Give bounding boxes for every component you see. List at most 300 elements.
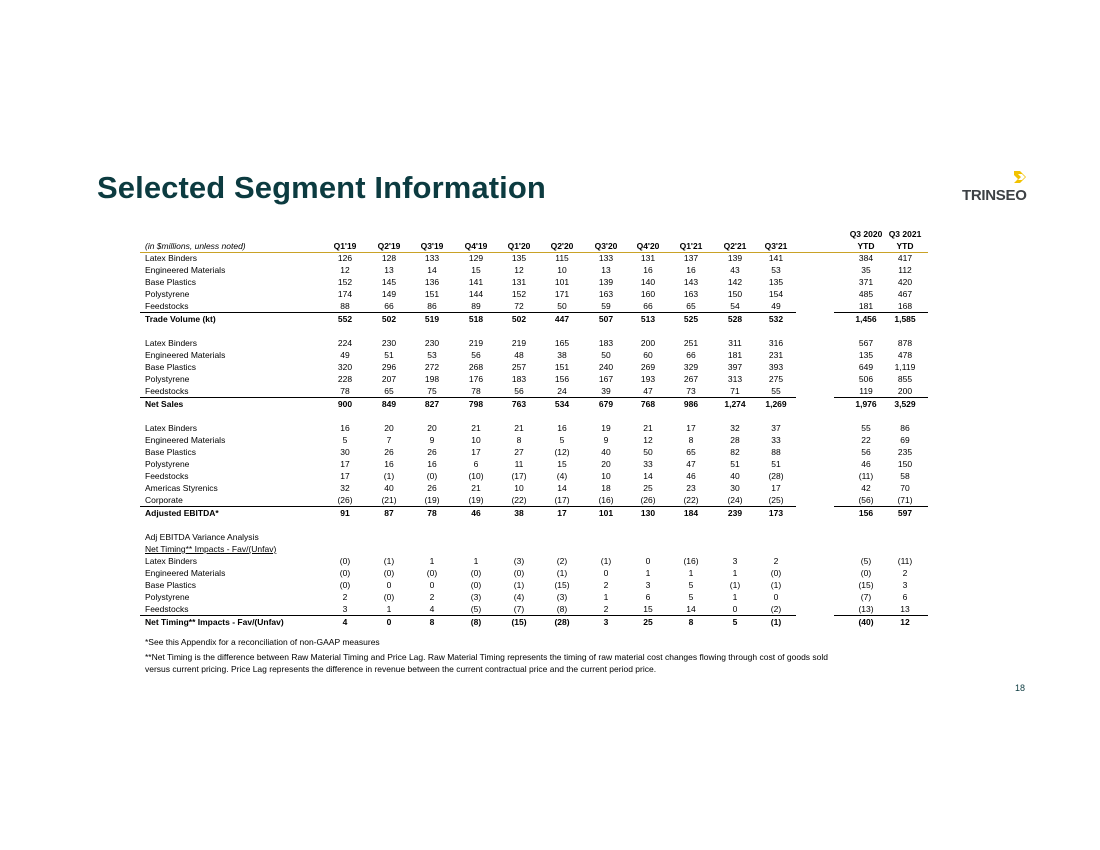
table-cell: (19)	[468, 495, 484, 505]
row-label: Latex Binders	[145, 556, 197, 566]
column-header: Q3'21	[764, 241, 788, 251]
table-cell-ytd: 235	[897, 447, 913, 457]
table-cell-ytd: 69	[900, 435, 910, 445]
table-cell: 141	[468, 277, 484, 287]
table-cell: 139	[598, 277, 614, 287]
table-cell: (0)	[470, 568, 482, 578]
table-cell: 16	[427, 459, 437, 469]
total-cell-ytd: 1,976	[855, 399, 877, 409]
table-cell-ytd: 420	[897, 277, 913, 287]
table-cell: 128	[381, 253, 397, 263]
table-cell-ytd: 478	[897, 350, 913, 360]
table-cell: (26)	[337, 495, 353, 505]
table-cell: (3)	[513, 556, 525, 566]
table-cell: 21	[643, 423, 653, 433]
table-cell: 131	[511, 277, 527, 287]
row-label: Engineered Materials	[145, 350, 226, 360]
table-cell: (5)	[470, 604, 482, 614]
table-cell-ytd: 150	[897, 459, 913, 469]
footnote: **Net Timing is the difference between Raw Material Timing and Price Lag. Raw Material Timing represents the timing of raw material cost changes flowing through cost of goods sold	[145, 652, 829, 662]
table-cell: 13	[384, 265, 394, 275]
table-cell: 231	[768, 350, 784, 360]
table-cell: 144	[468, 289, 484, 299]
table-cell: 17	[771, 483, 781, 493]
table-cell-ytd: 371	[858, 277, 874, 287]
table-cell: 37	[771, 423, 781, 433]
table-cell-ytd: 200	[897, 386, 913, 396]
table-cell: 86	[427, 301, 437, 311]
table-cell-ytd: 56	[861, 447, 871, 457]
table-cell: 20	[601, 459, 611, 469]
table-cell-ytd: 168	[897, 301, 913, 311]
table-cell: 20	[384, 423, 394, 433]
row-label: Latex Binders	[145, 253, 197, 263]
table-cell: 5	[688, 580, 694, 590]
table-cell: 135	[511, 253, 527, 263]
table-cell: 267	[683, 374, 699, 384]
table-cell: 5	[342, 435, 348, 445]
row-label: Polystyrene	[145, 592, 190, 602]
table-cell: (0)	[513, 568, 525, 578]
table-cell: (1)	[513, 580, 525, 590]
row-label: Feedstocks	[145, 386, 189, 396]
table-cell: (1)	[600, 556, 612, 566]
table-cell: 32	[340, 483, 350, 493]
table-cell: 30	[340, 447, 350, 457]
table-cell: (4)	[513, 592, 525, 602]
total-cell: 532	[768, 314, 784, 324]
table-cell: 320	[337, 362, 353, 372]
table-cell: 316	[768, 338, 784, 348]
table-cell-ytd: 42	[861, 483, 871, 493]
table-cell: 65	[686, 447, 696, 457]
table-cell: 27	[514, 447, 524, 457]
table-cell-ytd: 181	[858, 301, 874, 311]
table-cell: 20	[427, 423, 437, 433]
table-cell: 14	[557, 483, 567, 493]
table-cell: 75	[427, 386, 437, 396]
logo-text: TRINSEO	[962, 187, 1027, 204]
table-cell: 176	[468, 374, 484, 384]
table-cell: 150	[727, 289, 743, 299]
table-cell: 50	[643, 447, 653, 457]
table-cell: 160	[640, 289, 656, 299]
table-cell: 40	[384, 483, 394, 493]
table-cell: 71	[730, 386, 740, 396]
table-cell: 115	[555, 253, 569, 263]
total-cell: 513	[640, 314, 656, 324]
row-label: Feedstocks	[145, 604, 189, 614]
table-cell: (16)	[683, 556, 699, 566]
table-cell-ytd: (15)	[858, 580, 874, 590]
table-cell: (1)	[770, 580, 782, 590]
table-cell: 50	[557, 301, 567, 311]
table-cell-ytd: 417	[897, 253, 913, 263]
total-cell: 986	[683, 399, 699, 409]
column-header-ytd-period: Q3 2021	[888, 229, 922, 239]
table-cell: 12	[643, 435, 653, 445]
table-cell-ytd: (56)	[858, 495, 874, 505]
row-label: Base Plastics	[145, 580, 197, 590]
total-cell: 798	[468, 399, 484, 409]
column-header-ytd-period: Q3 2020	[849, 229, 883, 239]
table-cell: 59	[601, 301, 611, 311]
table-cell: 183	[598, 338, 614, 348]
table-cell: 23	[686, 483, 696, 493]
total-cell: 5	[732, 617, 738, 627]
column-header: Q2'20	[550, 241, 574, 251]
table-cell: 78	[340, 386, 350, 396]
table-cell: 15	[557, 459, 567, 469]
table-cell: 181	[727, 350, 743, 360]
table-cell: 8	[516, 435, 522, 445]
column-header: Q1'20	[507, 241, 531, 251]
table-cell-ytd: 22	[861, 435, 871, 445]
table-cell: 66	[643, 301, 653, 311]
table-cell: 171	[554, 289, 570, 299]
table-cell: 2	[773, 556, 779, 566]
table-cell: 272	[424, 362, 440, 372]
page-number: 18	[1015, 683, 1026, 693]
table-cell: 40	[601, 447, 611, 457]
row-label: Feedstocks	[145, 471, 189, 481]
table-cell: 126	[337, 253, 353, 263]
total-cell: 101	[598, 508, 614, 518]
table-cell: 139	[727, 253, 743, 263]
table-cell: 65	[384, 386, 394, 396]
table-cell: 1	[688, 568, 694, 578]
table-cell: 82	[730, 447, 740, 457]
total-cell: 507	[598, 314, 614, 324]
table-cell: 78	[471, 386, 481, 396]
table-cell: 135	[768, 277, 784, 287]
table-cell: 16	[643, 265, 653, 275]
table-cell: (25)	[768, 495, 784, 505]
table-cell: (22)	[511, 495, 527, 505]
table-cell: 7	[386, 435, 392, 445]
column-header: Q1'19	[333, 241, 357, 251]
table-cell-ytd: (11)	[858, 471, 874, 481]
table-cell: 133	[598, 253, 614, 263]
table-cell-ytd: 3	[902, 580, 908, 590]
table-cell-ytd: 112	[898, 265, 912, 275]
table-cell: 10	[557, 265, 567, 275]
table-cell-ytd: 567	[858, 338, 874, 348]
table-cell: 47	[686, 459, 696, 469]
table-cell: 0	[645, 556, 651, 566]
table-cell-ytd: 46	[861, 459, 871, 469]
table-cell-ytd: 2	[902, 568, 908, 578]
total-cell: 4	[342, 617, 348, 627]
table-cell-ytd: 506	[858, 374, 874, 384]
total-cell: 8	[429, 617, 435, 627]
table-cell: 219	[511, 338, 527, 348]
table-cell: 12	[514, 265, 524, 275]
column-header-ytd: YTD	[896, 241, 914, 251]
total-cell: 1,274	[724, 399, 746, 409]
table-cell: 53	[427, 350, 437, 360]
table-cell-ytd: (11)	[897, 556, 913, 566]
table-cell: 101	[554, 277, 570, 287]
table-cell: 12	[340, 265, 350, 275]
total-cell: 1,269	[765, 399, 787, 409]
table-cell: (2)	[556, 556, 568, 566]
table-cell: (3)	[470, 592, 482, 602]
total-label: Net Sales	[145, 399, 184, 409]
table-cell: 154	[768, 289, 784, 299]
column-header: Q3'19	[420, 241, 444, 251]
table-cell: 16	[557, 423, 567, 433]
row-label: Polystyrene	[145, 289, 190, 299]
table-cell: 56	[514, 386, 524, 396]
table-cell: 296	[381, 362, 397, 372]
total-cell: 528	[727, 314, 743, 324]
table-cell: 32	[730, 423, 740, 433]
table-cell: 56	[471, 350, 481, 360]
table-cell: 156	[554, 374, 570, 384]
table-cell-ytd: 1,119	[894, 362, 916, 372]
table-cell: 2	[342, 592, 348, 602]
table-cell: 251	[683, 338, 699, 348]
table-cell: 21	[471, 483, 481, 493]
column-header-ytd: YTD	[857, 241, 875, 251]
table-cell: 137	[683, 253, 699, 263]
total-cell: 525	[683, 314, 699, 324]
table-cell: (0)	[770, 568, 782, 578]
total-cell: 768	[640, 399, 656, 409]
table-cell: (21)	[381, 495, 397, 505]
table-cell: 15	[471, 265, 481, 275]
table-cell: 26	[384, 447, 394, 457]
total-cell: 552	[337, 314, 353, 324]
table-cell: (0)	[383, 568, 395, 578]
table-cell: 15	[643, 604, 653, 614]
table-cell: 51	[384, 350, 394, 360]
total-cell: 518	[468, 314, 484, 324]
total-label: Adjusted EBITDA*	[145, 508, 219, 518]
table-cell: (3)	[556, 592, 568, 602]
total-cell: 130	[640, 508, 656, 518]
table-cell-ytd: (0)	[860, 568, 872, 578]
total-cell-ytd: 156	[858, 508, 874, 518]
table-cell: 152	[511, 289, 527, 299]
table-header-units: (in $millions, unless noted)	[145, 241, 246, 251]
table-cell-ytd: (71)	[897, 495, 913, 505]
total-cell: 184	[683, 508, 699, 518]
total-cell: 447	[554, 314, 570, 324]
row-label: Latex Binders	[145, 338, 197, 348]
table-cell: 136	[424, 277, 440, 287]
table-cell: 72	[514, 301, 524, 311]
table-cell: 167	[598, 374, 614, 384]
table-cell: 269	[640, 362, 656, 372]
table-cell: 393	[768, 362, 784, 372]
table-cell-ytd: 55	[861, 423, 871, 433]
table-cell: 54	[730, 301, 740, 311]
table-cell: 10	[514, 483, 524, 493]
table-cell: 48	[514, 350, 524, 360]
table-cell: 46	[686, 471, 696, 481]
table-cell: (0)	[426, 568, 438, 578]
table-cell: 165	[554, 338, 570, 348]
table-cell: 3	[342, 604, 348, 614]
section-subheading: Net Timing** Impacts - Fav/(Unfav)	[145, 544, 277, 554]
total-label: Net Timing** Impacts - Fav/(Unfav)	[145, 617, 284, 627]
table-cell: (4)	[556, 471, 568, 481]
total-cell: 25	[643, 617, 653, 627]
total-cell: (1)	[770, 617, 782, 627]
table-cell: 0	[603, 568, 609, 578]
table-cell: 39	[601, 386, 611, 396]
table-cell-ytd: 878	[897, 338, 913, 348]
table-cell: 2	[603, 580, 609, 590]
table-cell: 1	[732, 592, 738, 602]
footnote: versus current pricing. Price Lag represents the difference in revenue between the current contractual price and the current period price.	[145, 664, 657, 674]
table-cell: 10	[471, 435, 481, 445]
table-cell-ytd: (13)	[858, 604, 874, 614]
table-cell: 1	[732, 568, 738, 578]
table-cell: 230	[424, 338, 440, 348]
row-label: Engineered Materials	[145, 568, 226, 578]
total-cell: 849	[381, 399, 397, 409]
table-cell-ytd: 135	[858, 350, 874, 360]
table-cell-ytd: (7)	[860, 592, 872, 602]
table-cell-ytd: 467	[897, 289, 913, 299]
table-cell: (0)	[339, 568, 351, 578]
table-cell: 219	[468, 338, 484, 348]
table-cell: 14	[427, 265, 437, 275]
total-cell: 87	[384, 508, 394, 518]
total-cell: (15)	[511, 617, 527, 627]
table-cell: 51	[730, 459, 740, 469]
table-cell: 49	[340, 350, 350, 360]
table-cell: 311	[728, 338, 742, 348]
table-cell: 174	[337, 289, 353, 299]
table-cell: (28)	[768, 471, 784, 481]
table-cell-ytd: 485	[858, 289, 874, 299]
column-header: Q3'20	[594, 241, 618, 251]
table-cell: 38	[557, 350, 567, 360]
table-cell: 88	[771, 447, 781, 457]
row-label: Base Plastics	[145, 447, 197, 457]
row-label: Base Plastics	[145, 277, 197, 287]
table-cell: 28	[730, 435, 740, 445]
row-label: Polystyrene	[145, 374, 190, 384]
table-cell: 152	[337, 277, 353, 287]
row-label: Engineered Materials	[145, 435, 226, 445]
table-cell: 53	[771, 265, 781, 275]
table-cell: 5	[559, 435, 565, 445]
table-cell: 0	[732, 604, 738, 614]
table-cell: 55	[771, 386, 781, 396]
table-cell: 1	[473, 556, 479, 566]
table-cell: (15)	[554, 580, 570, 590]
table-cell: 129	[468, 253, 484, 263]
table-cell-ytd: 119	[859, 386, 873, 396]
table-cell: 268	[468, 362, 484, 372]
table-cell-ytd: 86	[900, 423, 910, 433]
table-cell: 240	[598, 362, 614, 372]
table-cell: 65	[686, 301, 696, 311]
table-cell: 3	[732, 556, 738, 566]
table-cell: 142	[727, 277, 743, 287]
table-cell: 33	[771, 435, 781, 445]
table-cell-ytd: 13	[900, 604, 910, 614]
table-cell: 1	[645, 568, 651, 578]
table-cell: 131	[640, 253, 656, 263]
table-cell: (2)	[770, 604, 782, 614]
table-cell-ytd: 6	[902, 592, 908, 602]
row-label: Engineered Materials	[145, 265, 226, 275]
row-label: Base Plastics	[145, 362, 197, 372]
table-cell: 151	[554, 362, 570, 372]
table-cell: 151	[424, 289, 440, 299]
table-cell: 9	[429, 435, 435, 445]
table-cell: 9	[603, 435, 609, 445]
table-cell: 228	[337, 374, 353, 384]
table-cell: 18	[601, 483, 611, 493]
table-cell: 66	[384, 301, 394, 311]
total-cell-ytd: 12	[900, 617, 910, 627]
table-cell: (17)	[511, 471, 527, 481]
table-cell: 26	[427, 447, 437, 457]
table-cell: (12)	[554, 447, 570, 457]
table-cell: 6	[645, 592, 651, 602]
table-cell: (0)	[426, 471, 438, 481]
table-cell: 6	[473, 459, 479, 469]
row-label: Corporate	[145, 495, 183, 505]
table-cell: 145	[381, 277, 397, 287]
page-title: Selected Segment Information	[97, 170, 546, 205]
table-cell: 1	[386, 604, 392, 614]
table-cell: 89	[471, 301, 481, 311]
table-cell: 10	[601, 471, 611, 481]
table-cell: 60	[643, 350, 653, 360]
row-label: Latex Binders	[145, 423, 197, 433]
table-cell: 49	[771, 301, 781, 311]
table-cell-ytd: 649	[858, 362, 874, 372]
total-cell: 78	[427, 508, 437, 518]
table-cell: 133	[424, 253, 440, 263]
table-cell: 8	[688, 435, 694, 445]
table-cell: 149	[381, 289, 397, 299]
table-cell: 143	[683, 277, 699, 287]
table-cell: (10)	[468, 471, 484, 481]
table-cell: (0)	[339, 556, 351, 566]
table-cell: (17)	[554, 495, 570, 505]
table-cell: 1	[429, 556, 435, 566]
table-cell: 163	[683, 289, 699, 299]
table-cell: 3	[645, 580, 651, 590]
table-cell: 50	[601, 350, 611, 360]
table-cell: 16	[686, 265, 696, 275]
table-cell: 51	[771, 459, 781, 469]
table-cell: 21	[471, 423, 481, 433]
table-cell: 17	[686, 423, 696, 433]
table-cell: 17	[340, 459, 350, 469]
table-cell: (22)	[683, 495, 699, 505]
table-cell: 40	[730, 471, 740, 481]
table-cell: 4	[429, 604, 435, 614]
total-cell: 519	[424, 314, 440, 324]
table-cell: (0)	[339, 580, 351, 590]
table-cell: 30	[730, 483, 740, 493]
table-cell: 257	[511, 362, 527, 372]
section-heading: Adj EBITDA Variance Analysis	[145, 532, 259, 542]
table-cell: 163	[598, 289, 614, 299]
total-cell-ytd: 3,529	[894, 399, 916, 409]
table-cell-ytd: 58	[900, 471, 910, 481]
